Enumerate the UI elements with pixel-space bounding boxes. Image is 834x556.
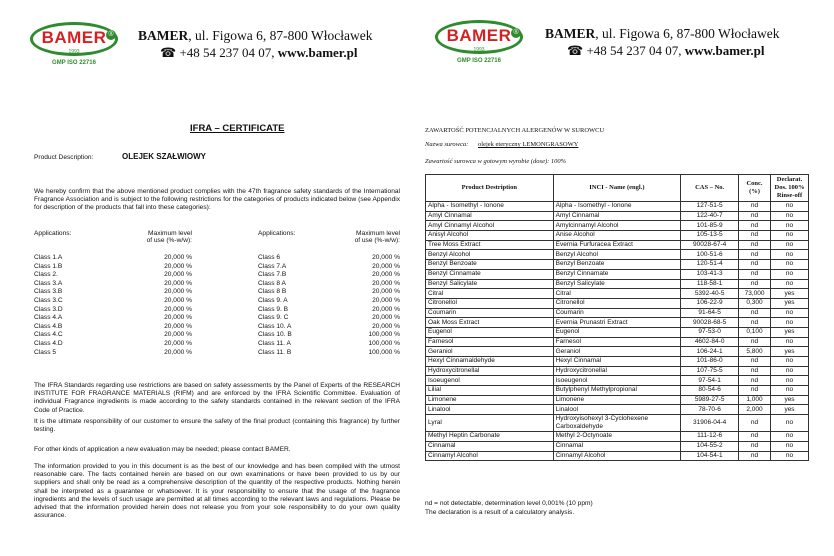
table-cell: Evernia Furfuracea Extract bbox=[553, 240, 681, 250]
table-cell: Benzyl Benzoate bbox=[426, 260, 554, 270]
logo-gmp: GMP ISO 22716 bbox=[52, 60, 96, 66]
website-link[interactable]: www.bamer.pl bbox=[684, 43, 765, 58]
table-cell: 5392-40-5 bbox=[681, 289, 739, 299]
table-cell: nd bbox=[739, 415, 771, 432]
table-cell: Lyral bbox=[426, 415, 554, 432]
application-class-max-level: 20,000 % bbox=[164, 331, 192, 339]
application-class-max-level: 20,000 % bbox=[372, 322, 400, 330]
table-cell: 1,000 bbox=[739, 395, 771, 405]
nd-note: nd = not detectable, determination level 0,001% (10 ppm) bbox=[425, 500, 593, 507]
table-cell: yes bbox=[771, 298, 809, 308]
application-class-label: Class 3.D bbox=[34, 305, 63, 313]
table-cell: 90028-67-4 bbox=[681, 240, 739, 250]
application-class-label: Class 3.B bbox=[34, 288, 63, 296]
table-cell: Evernia Prunastri Extract bbox=[553, 318, 681, 328]
table-cell: no bbox=[771, 318, 809, 328]
table-cell: no bbox=[771, 231, 809, 241]
table-row bbox=[426, 347, 809, 357]
table-cell: nd bbox=[739, 240, 771, 250]
table-cell: no bbox=[771, 279, 809, 289]
table-cell: Benzyl Salicylate bbox=[426, 279, 554, 289]
table-cell: Isoeugenol bbox=[426, 376, 554, 386]
company-contact bbox=[567, 43, 764, 59]
application-class-max-level: 20,000 % bbox=[164, 262, 192, 270]
table-cell: 5,800 bbox=[739, 347, 771, 357]
table-cell: Citronellol bbox=[553, 298, 681, 308]
table-cell: Geraniol bbox=[426, 347, 554, 357]
application-class-max-level: 20,000 % bbox=[164, 271, 192, 279]
table-cell: Cinnamyl Alcohol bbox=[426, 451, 554, 461]
table-cell: Benzyl Salicylate bbox=[553, 279, 681, 289]
table-cell: Hydroxycitronellal bbox=[553, 366, 681, 376]
table-cell: 31906-04-4 bbox=[681, 415, 739, 432]
table-cell: Hexyl Cinnamaldehyde bbox=[426, 357, 554, 367]
application-class-label: Class 10. A bbox=[258, 322, 292, 330]
table-cell: yes bbox=[771, 405, 809, 415]
table-cell: 97-53-0 bbox=[681, 327, 739, 337]
table-cell: nd bbox=[739, 250, 771, 260]
table-cell: Amyl Cinnamal bbox=[426, 211, 554, 221]
phone-number: ☎ +48 54 237 04 07, bbox=[160, 45, 275, 60]
table-cell: nd bbox=[739, 432, 771, 442]
table-cell: no bbox=[771, 211, 809, 221]
company-name: BAMER bbox=[138, 28, 189, 43]
table-cell: nd bbox=[739, 308, 771, 318]
table-cell: 111-12-6 bbox=[681, 432, 739, 442]
application-class-max-level: 20,000 % bbox=[372, 254, 400, 261]
applications-header-right: Applications: bbox=[258, 230, 296, 237]
table-cell: Amyl Cinnamal bbox=[553, 211, 681, 221]
table-cell: 2,000 bbox=[739, 405, 771, 415]
table-cell: no bbox=[771, 308, 809, 318]
max-level-title: Maximum level bbox=[356, 230, 400, 237]
table-cell: Hydroxyisohexyl 3-Cyclohexene Carboxaldehyde bbox=[553, 415, 681, 432]
table-cell: Citral bbox=[553, 289, 681, 299]
raw-material-value: olejek eteryczny LEMONGRASOWY bbox=[478, 141, 579, 148]
column-header: Conc. (%) bbox=[739, 175, 771, 202]
table-cell: 106-22-9 bbox=[681, 298, 739, 308]
table-row bbox=[426, 211, 809, 221]
column-header: CAS – No. bbox=[681, 175, 739, 202]
application-class-label: Class 5 bbox=[34, 348, 56, 356]
table-cell: Eugenol bbox=[553, 327, 681, 337]
table-cell: Alpha - Isomethyl - Ionone bbox=[553, 202, 681, 212]
application-class-label: Class 7.A bbox=[258, 262, 287, 270]
table-cell: Limonene bbox=[553, 395, 681, 405]
table-row bbox=[426, 240, 809, 250]
table-cell: Amyl Cinnamyl Alcohol bbox=[426, 221, 554, 231]
application-class-max-level: 20,000 % bbox=[164, 348, 192, 356]
table-cell: 103-41-3 bbox=[681, 269, 739, 279]
table-row bbox=[426, 260, 809, 270]
table-cell: yes bbox=[771, 327, 809, 337]
application-class-max-level: 20,000 % bbox=[372, 279, 400, 287]
application-class-label: Class 9. B bbox=[258, 305, 289, 313]
application-class-max-level: 20,000 % bbox=[164, 297, 192, 304]
application-class-label: Class 10. B bbox=[258, 331, 292, 339]
table-row bbox=[426, 405, 809, 415]
table-cell: Geraniol bbox=[553, 347, 681, 357]
table-cell: Methyl 2-Octynoate bbox=[553, 432, 681, 442]
application-class-max-level: 20,000 % bbox=[164, 340, 192, 347]
table-cell: 101-85-9 bbox=[681, 221, 739, 231]
table-row bbox=[426, 298, 809, 308]
table-row bbox=[426, 279, 809, 289]
table-row bbox=[426, 289, 809, 299]
application-class-label: Class 6 bbox=[258, 254, 280, 261]
max-level-header-right bbox=[336, 230, 400, 244]
disclaimer-paragraph: The information provided to you in this document is as the best of our knowledge and has been compiled with the utmost reasonable care. The facts contained herein are based on our own examinations or have been provided to us by our suppliers and shall only be read as a comprehensive description of the quantity of the respective products. Nothing herein shall be interpreted as a guarantee or whatsoever. It is your responsibility to ensure that the usage of the fragrance ingredients and the levels of such usage are permitted at all times according to the relevant laws and regulations. Please be advised that the information provided herein does not release you from your sole responsibility to do your own quality assurance. bbox=[34, 463, 400, 520]
table-row bbox=[426, 337, 809, 347]
table-cell: 127-51-5 bbox=[681, 202, 739, 212]
phone-number: ☎ +48 54 237 04 07, bbox=[567, 43, 682, 58]
table-row bbox=[426, 318, 809, 328]
logo-text: BAMER bbox=[41, 28, 107, 47]
table-row bbox=[426, 432, 809, 442]
table-cell: Cinnamal bbox=[426, 441, 554, 451]
table-row bbox=[426, 250, 809, 260]
table-cell: nd bbox=[739, 279, 771, 289]
allergen-page bbox=[417, 0, 834, 556]
table-cell: 122-40-7 bbox=[681, 211, 739, 221]
table-cell: no bbox=[771, 415, 809, 432]
max-level-header-left bbox=[128, 230, 192, 244]
table-cell: no bbox=[771, 441, 809, 451]
table-cell: Anisyl Alcohol bbox=[426, 231, 554, 241]
application-class-label: Class 4.C bbox=[34, 331, 63, 339]
table-cell: 104-54-1 bbox=[681, 451, 739, 461]
table-cell: no bbox=[771, 337, 809, 347]
table-cell: nd bbox=[739, 357, 771, 367]
table-cell: 91-64-5 bbox=[681, 308, 739, 318]
table-cell: Eugenol bbox=[426, 327, 554, 337]
table-header-row bbox=[426, 175, 809, 202]
table-cell: Citronellol bbox=[426, 298, 554, 308]
table-row bbox=[426, 395, 809, 405]
registered-icon: ® bbox=[106, 30, 116, 40]
application-class-max-level: 20,000 % bbox=[372, 288, 400, 296]
table-cell: Amylcinnamyl Alcohol bbox=[553, 221, 681, 231]
max-level-title: Maximum level bbox=[148, 230, 192, 237]
bamer-logo bbox=[30, 22, 122, 68]
other-application-paragraph: For other kinds of application a new evaluation may be needed; please contact BAMER. bbox=[34, 446, 291, 453]
allergen-heading: ZAWARTOŚĆ POTENCJALNYCH ALERGENÓW W SUROWCU bbox=[425, 127, 605, 134]
table-cell: nd bbox=[739, 260, 771, 270]
allergen-table bbox=[425, 174, 809, 461]
calculation-note: The declaration is a result of a calculatory analysis. bbox=[425, 509, 575, 516]
table-cell: no bbox=[771, 376, 809, 386]
max-level-unit: of use (%-w/w): bbox=[146, 237, 192, 244]
table-cell: no bbox=[771, 260, 809, 270]
company-address bbox=[138, 28, 372, 44]
column-header: Declarat. Dos. 100% Rinse-off bbox=[771, 175, 809, 202]
website-link[interactable]: www.bamer.pl bbox=[277, 45, 358, 60]
table-cell: yes bbox=[771, 289, 809, 299]
table-cell: Tree Moss Extract bbox=[426, 240, 554, 250]
table-cell: 101-86-0 bbox=[681, 357, 739, 367]
table-cell: Oak Moss Extract bbox=[426, 318, 554, 328]
company-contact bbox=[160, 45, 357, 61]
table-row bbox=[426, 231, 809, 241]
standards-paragraph: The IFRA Standards regarding use restrictions are based on safety assessments by the Panel of Experts of the RESEARCH INSTITUTE FOR FRAGRANCE MATERIALS (RIFM) and are enforced by the IFRA Scientific Committee. Evaluation of individual Fragrance ingredients is made according to the safety standards contained in the relevant section of the IFRA Code of Practice. bbox=[34, 382, 400, 414]
table-row bbox=[426, 269, 809, 279]
table-cell: 107-75-5 bbox=[681, 366, 739, 376]
application-class-max-level: 100,000 % bbox=[368, 348, 400, 356]
application-class-max-level: 20,000 % bbox=[372, 271, 400, 279]
table-cell: 73,000 bbox=[739, 289, 771, 299]
application-class-label: Class 3.C bbox=[34, 297, 63, 304]
table-row bbox=[426, 386, 809, 396]
application-class-max-level: 20,000 % bbox=[164, 254, 192, 261]
address-rest: , ul. Figowa 6, 87-800 Włocławek bbox=[595, 26, 780, 41]
table-cell: Benzyl Alcohol bbox=[553, 250, 681, 260]
table-cell: Citral bbox=[426, 289, 554, 299]
application-class-label: Class 4.A bbox=[34, 314, 63, 322]
table-row bbox=[426, 366, 809, 376]
application-class-label: Class 1.A bbox=[34, 254, 63, 261]
application-class-label: Class 2. bbox=[34, 271, 58, 279]
table-cell: 105-13-5 bbox=[681, 231, 739, 241]
table-row bbox=[426, 308, 809, 318]
logo-gmp: GMP ISO 22716 bbox=[457, 58, 501, 64]
product-description-label: Product Description: bbox=[34, 154, 94, 161]
application-class-max-level: 20,000 % bbox=[164, 322, 192, 330]
logo-text: BAMER bbox=[446, 26, 512, 45]
logo-year: 1993 bbox=[473, 47, 485, 53]
applications-header-left: Applications: bbox=[34, 230, 72, 237]
table-cell: no bbox=[771, 451, 809, 461]
table-cell: nd bbox=[739, 221, 771, 231]
application-class-max-level: 20,000 % bbox=[372, 297, 400, 304]
table-cell: 104-55-2 bbox=[681, 441, 739, 451]
application-class-max-level: 20,000 % bbox=[164, 279, 192, 287]
table-row bbox=[426, 451, 809, 461]
table-cell: no bbox=[771, 357, 809, 367]
table-cell: Cinnamyl Alcohol bbox=[553, 451, 681, 461]
table-cell: Lilial bbox=[426, 386, 554, 396]
table-cell: yes bbox=[771, 395, 809, 405]
table-cell: nd bbox=[739, 269, 771, 279]
column-header: INCI - Name (engl.) bbox=[553, 175, 681, 202]
table-cell: Coumarin bbox=[426, 308, 554, 318]
application-class-max-level: 20,000 % bbox=[372, 305, 400, 313]
table-cell: 100-51-6 bbox=[681, 250, 739, 260]
product-description-value: OLEJEK SZAŁWIOWY bbox=[122, 152, 206, 161]
table-cell: no bbox=[771, 386, 809, 396]
application-class-label: Class 9. C bbox=[258, 314, 289, 322]
table-row bbox=[426, 221, 809, 231]
table-cell: Butylphenyl Methylpropional bbox=[553, 386, 681, 396]
logo-year: 1993 bbox=[68, 49, 80, 55]
application-class-label: Class 4.B bbox=[34, 322, 63, 330]
max-level-unit: of use (%-w/w): bbox=[354, 237, 400, 244]
compliance-intro: We hereby confirm that the above mentioned product complies with the 47th fragrance safety standards of the International Fragrance Association and is subject to the following restrictions for the categories of products indicated below (see Appendix for description of the products that fall into these categories): bbox=[34, 188, 400, 212]
table-cell: nd bbox=[739, 202, 771, 212]
table-cell: 0,300 bbox=[739, 298, 771, 308]
address-rest: , ul. Figowa 6, 87-800 Włocławek bbox=[188, 28, 373, 43]
table-row bbox=[426, 415, 809, 432]
table-cell: Cinnamal bbox=[553, 441, 681, 451]
application-class-label: Class 8 A bbox=[258, 279, 286, 287]
table-cell: nd bbox=[739, 231, 771, 241]
table-cell: no bbox=[771, 202, 809, 212]
page-title: IFRA – CERTIFICATE bbox=[190, 123, 285, 134]
application-class-label: Class 11. B bbox=[258, 348, 292, 356]
table-cell: no bbox=[771, 366, 809, 376]
table-row bbox=[426, 202, 809, 212]
application-class-max-level: 20,000 % bbox=[372, 262, 400, 270]
table-cell: Anise Alcohol bbox=[553, 231, 681, 241]
table-row bbox=[426, 327, 809, 337]
content-line: Zawartość surowca w gotowym wyrobie (dose): 100% bbox=[425, 158, 567, 165]
table-cell: Alpha - Isomethyl - Ionone bbox=[426, 202, 554, 212]
application-class-max-level: 100,000 % bbox=[368, 340, 400, 347]
table-cell: 118-58-1 bbox=[681, 279, 739, 289]
raw-material-line bbox=[425, 141, 578, 149]
table-cell: nd bbox=[739, 318, 771, 328]
table-cell: nd bbox=[739, 211, 771, 221]
table-cell: Benzyl Cinnamate bbox=[553, 269, 681, 279]
table-cell: Hexyl Cinnamal bbox=[553, 357, 681, 367]
application-class-label: Class 7.B bbox=[258, 271, 287, 279]
table-cell: 97-54-1 bbox=[681, 376, 739, 386]
table-row bbox=[426, 357, 809, 367]
table-cell: no bbox=[771, 432, 809, 442]
table-cell: no bbox=[771, 221, 809, 231]
responsibility-paragraph: It is the ultimate responsibility of our customer to ensure the safety of the final product (containing this fragrance) by further testing. bbox=[34, 418, 400, 434]
application-class-label: Class 9. A bbox=[258, 297, 288, 304]
application-class-label: Class 3.A bbox=[34, 279, 63, 287]
application-class-max-level: 100,000 % bbox=[368, 331, 400, 339]
table-cell: Methyl Heptin Carbonate bbox=[426, 432, 554, 442]
table-cell: 78-70-6 bbox=[681, 405, 739, 415]
table-cell: no bbox=[771, 269, 809, 279]
table-cell: 120-51-4 bbox=[681, 260, 739, 270]
table-cell: 0,100 bbox=[739, 327, 771, 337]
table-cell: Benzyl Cinnamate bbox=[426, 269, 554, 279]
table-row bbox=[426, 441, 809, 451]
table-cell: Linalool bbox=[426, 405, 554, 415]
application-class-max-level: 20,000 % bbox=[164, 288, 192, 296]
column-header: Product Destription bbox=[426, 175, 554, 202]
company-name: BAMER bbox=[545, 26, 596, 41]
table-cell: nd bbox=[739, 441, 771, 451]
application-class-label: Class 4.D bbox=[34, 340, 63, 347]
application-class-label: Class 11. A bbox=[258, 340, 291, 347]
table-cell: Hydroxycitronellal bbox=[426, 366, 554, 376]
table-cell: 80-54-6 bbox=[681, 386, 739, 396]
table-cell: no bbox=[771, 250, 809, 260]
table-cell: Limonene bbox=[426, 395, 554, 405]
table-cell: Isoeugenol bbox=[553, 376, 681, 386]
application-class-max-level: 20,000 % bbox=[372, 314, 400, 322]
table-cell: Benzyl Alcohol bbox=[426, 250, 554, 260]
table-cell: Benzyl Benzoate bbox=[553, 260, 681, 270]
table-cell: 106-24-1 bbox=[681, 347, 739, 357]
application-class-label: Class 1.B bbox=[34, 262, 63, 270]
table-cell: nd bbox=[739, 451, 771, 461]
table-cell: nd bbox=[739, 366, 771, 376]
application-class-label: Class 8 B bbox=[258, 288, 287, 296]
table-cell: yes bbox=[771, 347, 809, 357]
table-cell: Farnesol bbox=[553, 337, 681, 347]
registered-icon: ® bbox=[511, 28, 521, 38]
table-cell: nd bbox=[739, 337, 771, 347]
table-cell: no bbox=[771, 240, 809, 250]
table-cell: nd bbox=[739, 386, 771, 396]
table-cell: Linalool bbox=[553, 405, 681, 415]
table-cell: Coumarin bbox=[553, 308, 681, 318]
application-class-max-level: 20,000 % bbox=[164, 314, 192, 322]
table-cell: Farnesol bbox=[426, 337, 554, 347]
table-cell: 5989-27-5 bbox=[681, 395, 739, 405]
bamer-logo bbox=[435, 20, 527, 66]
table-cell: 90028-68-5 bbox=[681, 318, 739, 328]
table-cell: nd bbox=[739, 376, 771, 386]
table-cell: 4602-84-0 bbox=[681, 337, 739, 347]
application-class-max-level: 20,000 % bbox=[164, 305, 192, 313]
table-row bbox=[426, 376, 809, 386]
raw-material-label: Nazwa surowca: bbox=[425, 141, 469, 148]
company-address bbox=[545, 26, 779, 42]
